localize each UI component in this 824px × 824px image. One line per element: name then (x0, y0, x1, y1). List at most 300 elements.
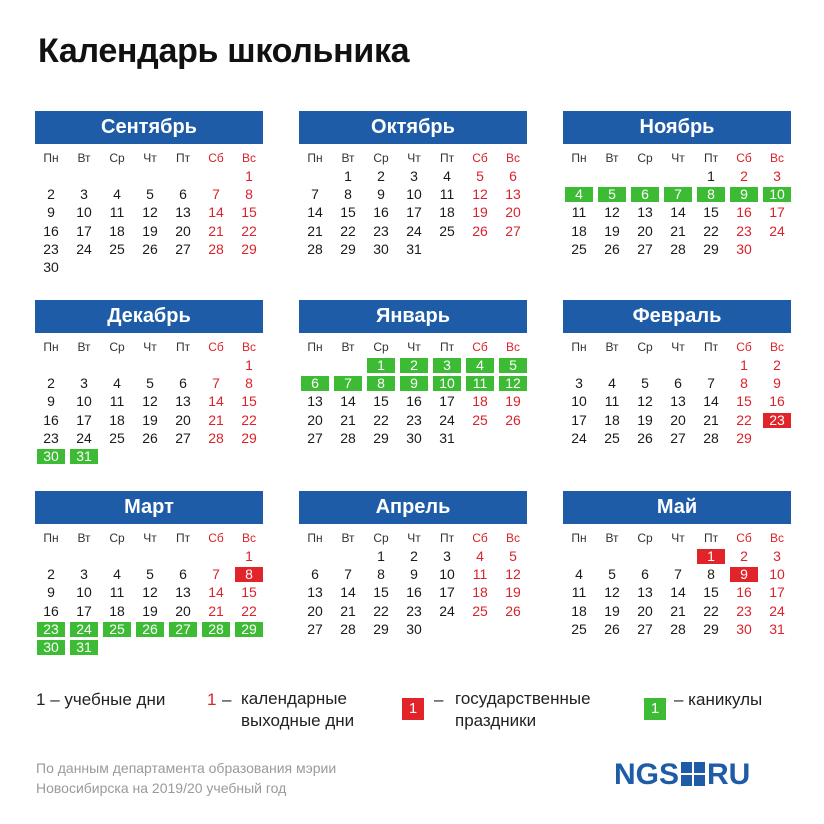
legend-vacation-text: – каникулы (674, 690, 763, 709)
weekday-label: Вт (341, 531, 355, 545)
day-cell: 13 (637, 584, 653, 601)
weekday-label: Пт (703, 531, 719, 545)
legend-vacation-box: 1 (644, 698, 666, 720)
day-cell: 8 (697, 187, 725, 202)
day-cell: 5 (608, 566, 616, 583)
day-cell: 15 (703, 204, 719, 221)
day-cell: 21 (208, 602, 224, 619)
day-cell: 16 (736, 584, 752, 601)
day-cell: 12 (142, 204, 158, 221)
day-cell: 11 (571, 204, 587, 221)
day-cell: 30 (37, 449, 65, 464)
day-cell: 4 (608, 375, 616, 392)
day-cell: 8 (245, 375, 253, 392)
day-cell: 10 (76, 584, 92, 601)
day-cell: 19 (604, 602, 620, 619)
weekday-label: Пн (307, 531, 323, 545)
day-cell: 9 (47, 393, 55, 410)
weekday-label: Вс (505, 151, 520, 165)
day-cell: 27 (175, 240, 191, 257)
weekday-label: Пн (43, 531, 59, 545)
day-cell: 26 (136, 622, 164, 637)
day-cell: 1 (344, 168, 352, 184)
day-cell: 21 (208, 411, 224, 428)
day-cell: 23 (406, 602, 422, 619)
legend-weekend-line2: выходные дни (241, 711, 355, 730)
day-cell: 29 (241, 240, 257, 257)
day-cell: 19 (142, 602, 158, 619)
day-cell: 24 (571, 429, 587, 446)
day-cell: 16 (43, 411, 59, 428)
day-cell: 21 (670, 222, 686, 239)
footnote-line2: Новосибирска на 2019/20 учебный год (36, 780, 287, 796)
day-cell: 4 (565, 187, 593, 202)
day-cell: 6 (509, 168, 517, 184)
weekday-label: Сб (736, 151, 752, 165)
legend-school-num: 1 (36, 690, 46, 709)
day-cell: 20 (175, 602, 191, 619)
day-cell: 10 (571, 393, 587, 410)
day-cell: 26 (604, 620, 620, 637)
day-cell: 15 (241, 393, 257, 410)
weekday-label: Чт (671, 340, 685, 354)
weekday-label: Вс (241, 531, 256, 545)
month-header: Апрель (299, 491, 527, 524)
weekday-label: Сб (208, 151, 224, 165)
day-cell: 18 (472, 393, 488, 410)
page-title: Календарь школьника (38, 32, 410, 70)
day-cell: 15 (703, 584, 719, 601)
day-cell: 23 (37, 622, 65, 637)
month-7 (35, 491, 263, 655)
day-cell: 23 (373, 222, 389, 239)
source-footnote (36, 758, 336, 798)
day-cell: 25 (439, 222, 455, 239)
day-cell: 18 (472, 584, 488, 601)
day-cell: 16 (43, 602, 59, 619)
day-cell: 19 (142, 411, 158, 428)
day-cell: 18 (571, 602, 587, 619)
day-cell: 17 (439, 393, 455, 410)
day-cell: 25 (472, 411, 488, 428)
day-cell: 6 (179, 566, 187, 583)
day-cell: 20 (175, 222, 191, 239)
ngs-logo (614, 758, 750, 792)
legend-holiday-line1: государственные (455, 689, 591, 708)
day-cell: 16 (736, 204, 752, 221)
day-cell: 18 (109, 411, 125, 428)
day-cell: 2 (773, 357, 781, 373)
weekday-label: Вт (77, 151, 91, 165)
day-cell: 8 (707, 566, 715, 583)
day-cell: 27 (307, 620, 323, 637)
weekday-row (35, 151, 263, 169)
day-cell: 6 (179, 375, 187, 392)
day-cell: 30 (37, 640, 65, 655)
day-cell: 4 (476, 548, 484, 564)
day-cell: 12 (604, 584, 620, 601)
day-cell: 21 (208, 222, 224, 239)
weekday-label: Пн (307, 151, 323, 165)
day-cell: 16 (406, 393, 422, 410)
weekday-label: Чт (407, 340, 421, 354)
weekday-label: Пт (439, 340, 455, 354)
logo-text-right: RU (707, 758, 751, 791)
day-cell: 31 (70, 449, 98, 464)
day-cell: 8 (344, 186, 352, 203)
legend-holiday-dash: – (434, 690, 444, 709)
day-cell: 5 (146, 375, 154, 392)
day-cell: 9 (377, 186, 385, 203)
day-cell: 21 (340, 602, 356, 619)
weekday-label: Пн (43, 340, 59, 354)
day-cell: 4 (113, 566, 121, 583)
day-cell: 30 (43, 259, 59, 275)
day-cell: 17 (769, 584, 785, 601)
day-cell: 27 (637, 620, 653, 637)
day-cell: 21 (703, 411, 719, 428)
day-cell: 24 (439, 411, 455, 428)
day-cell: 30 (736, 240, 752, 257)
weekday-row (35, 340, 263, 358)
day-cell: 27 (637, 240, 653, 257)
day-cell: 6 (301, 376, 329, 391)
day-cell: 7 (212, 566, 220, 583)
weekday-label: Пт (703, 151, 719, 165)
day-cell: 24 (70, 622, 98, 637)
day-cell: 23 (43, 429, 59, 446)
day-cell: 4 (575, 566, 583, 583)
day-cell: 24 (769, 222, 785, 239)
day-cell: 6 (179, 186, 187, 203)
day-cell: 23 (736, 602, 752, 619)
day-cell: 25 (109, 429, 125, 446)
day-cell: 19 (604, 222, 620, 239)
day-cell: 7 (707, 375, 715, 392)
day-cell: 20 (307, 411, 323, 428)
day-cell: 11 (439, 186, 455, 203)
weekday-label: Вт (341, 340, 355, 354)
day-cell: 3 (773, 168, 781, 184)
day-cell: 20 (637, 222, 653, 239)
day-cell: 17 (769, 204, 785, 221)
weekday-label: Пт (703, 340, 719, 354)
day-cell: 20 (670, 411, 686, 428)
day-cell: 8 (235, 567, 263, 582)
day-cell: 13 (637, 204, 653, 221)
day-cell: 29 (703, 620, 719, 637)
day-cell: 2 (47, 375, 55, 392)
day-cell: 2 (410, 548, 418, 564)
day-cell: 14 (670, 204, 686, 221)
weekday-label: Ср (637, 340, 653, 354)
day-cell: 5 (641, 375, 649, 392)
legend-weekend-line1: календарные (241, 689, 347, 708)
day-cell: 6 (641, 566, 649, 583)
month-header: Январь (299, 300, 527, 333)
day-cell: 9 (773, 375, 781, 392)
day-cell: 31 (769, 620, 785, 637)
day-cell: 2 (47, 566, 55, 583)
weekday-label: Пт (439, 151, 455, 165)
weekday-label: Пт (175, 531, 191, 545)
day-cell: 26 (604, 240, 620, 257)
day-cell: 13 (175, 393, 191, 410)
weekday-label: Чт (407, 151, 421, 165)
day-cell: 15 (241, 204, 257, 221)
weekday-row (299, 531, 527, 549)
weekday-label: Вт (605, 151, 619, 165)
day-cell: 13 (670, 393, 686, 410)
month-header: Март (35, 491, 263, 524)
day-cell: 12 (142, 584, 158, 601)
day-cell: 25 (571, 240, 587, 257)
day-cell: 27 (169, 622, 197, 637)
day-cell: 18 (109, 602, 125, 619)
day-cell: 15 (373, 584, 389, 601)
weekday-label: Чт (143, 340, 157, 354)
day-cell: 5 (598, 187, 626, 202)
day-cell: 13 (307, 584, 323, 601)
day-cell: 29 (373, 620, 389, 637)
weekday-label: Ср (373, 531, 389, 545)
weekday-label: Вт (605, 340, 619, 354)
weekday-row (299, 340, 527, 358)
day-cell: 26 (505, 602, 521, 619)
day-cell: 2 (740, 168, 748, 184)
weekday-label: Сб (208, 340, 224, 354)
weekday-label: Сб (736, 340, 752, 354)
day-cell: 12 (637, 393, 653, 410)
legend-weekend-num: 1 (207, 690, 217, 709)
day-cell: 3 (80, 375, 88, 392)
weekday-label: Вт (341, 151, 355, 165)
day-cell: 19 (637, 411, 653, 428)
day-cell: 15 (241, 584, 257, 601)
month-4 (35, 300, 263, 464)
day-cell: 26 (142, 240, 158, 257)
day-cell: 25 (571, 620, 587, 637)
logo-text-left: NGS (614, 758, 680, 791)
month-8 (299, 491, 527, 637)
day-cell: 24 (76, 240, 92, 257)
day-cell: 28 (208, 240, 224, 257)
day-cell: 3 (410, 168, 418, 184)
day-cell: 16 (406, 584, 422, 601)
day-cell: 28 (340, 429, 356, 446)
day-cell: 14 (340, 393, 356, 410)
weekday-row (299, 151, 527, 169)
weekday-label: Сб (472, 151, 488, 165)
day-cell: 15 (373, 393, 389, 410)
day-cell: 4 (113, 375, 121, 392)
day-cell: 5 (476, 168, 484, 184)
day-cell: 28 (307, 240, 323, 257)
day-cell: 14 (670, 584, 686, 601)
day-cell: 30 (373, 240, 389, 257)
weekday-label: Ср (109, 340, 125, 354)
month-header: Сентябрь (35, 111, 263, 144)
weekday-label: Вс (505, 340, 520, 354)
day-cell: 14 (307, 204, 323, 221)
day-cell: 5 (146, 566, 154, 583)
day-cell: 26 (505, 411, 521, 428)
day-cell: 27 (505, 222, 521, 239)
day-cell: 27 (670, 429, 686, 446)
day-cell: 18 (571, 222, 587, 239)
day-cell: 6 (631, 187, 659, 202)
weekday-label: Вт (605, 531, 619, 545)
month-9 (563, 491, 791, 637)
day-cell: 7 (344, 566, 352, 583)
day-cell: 3 (80, 186, 88, 203)
day-cell: 31 (70, 640, 98, 655)
day-cell: 24 (769, 602, 785, 619)
day-cell: 22 (703, 602, 719, 619)
weekday-label: Вс (769, 340, 784, 354)
day-cell: 27 (175, 429, 191, 446)
month-2 (299, 111, 527, 257)
day-cell: 19 (505, 393, 521, 410)
day-cell: 7 (674, 566, 682, 583)
weekday-label: Вс (241, 340, 256, 354)
day-cell: 28 (202, 622, 230, 637)
day-cell: 17 (76, 222, 92, 239)
day-cell: 11 (109, 584, 125, 601)
day-cell: 10 (439, 566, 455, 583)
day-cell: 29 (235, 622, 263, 637)
day-cell: 5 (499, 358, 527, 373)
day-cell: 3 (443, 548, 451, 564)
day-cell: 9 (730, 187, 758, 202)
day-cell: 9 (410, 566, 418, 583)
legend-weekend-text (241, 688, 354, 732)
weekday-row (563, 531, 791, 549)
day-cell: 7 (212, 186, 220, 203)
day-cell: 7 (664, 187, 692, 202)
weekday-label: Пт (175, 340, 191, 354)
legend-holiday-line2: праздники (455, 711, 537, 730)
weekday-label: Чт (143, 531, 157, 545)
weekday-label: Вс (769, 151, 784, 165)
weekday-row (563, 340, 791, 358)
month-header: Октябрь (299, 111, 527, 144)
day-cell: 10 (406, 186, 422, 203)
day-cell: 28 (703, 429, 719, 446)
day-cell: 16 (373, 204, 389, 221)
day-cell: 21 (670, 602, 686, 619)
day-cell: 8 (740, 375, 748, 392)
day-cell: 8 (377, 566, 385, 583)
weekday-label: Чт (143, 151, 157, 165)
day-cell: 4 (466, 358, 494, 373)
day-cell: 20 (637, 602, 653, 619)
day-cell: 26 (637, 429, 653, 446)
weekday-label: Вс (241, 151, 256, 165)
day-cell: 17 (76, 411, 92, 428)
day-cell: 22 (736, 411, 752, 428)
weekday-label: Ср (637, 151, 653, 165)
month-6 (563, 300, 791, 446)
day-cell: 27 (307, 429, 323, 446)
day-cell: 1 (697, 549, 725, 564)
day-cell: 8 (367, 376, 395, 391)
day-cell: 11 (466, 376, 494, 391)
day-cell: 6 (311, 566, 319, 583)
weekday-label: Ср (109, 151, 125, 165)
day-cell: 7 (212, 375, 220, 392)
day-cell: 1 (707, 168, 715, 184)
month-1 (35, 111, 263, 275)
day-cell: 14 (208, 393, 224, 410)
day-cell: 17 (76, 602, 92, 619)
footnote-line1: По данным департамента образования мэрии (36, 760, 337, 776)
day-cell: 30 (406, 429, 422, 446)
day-cell: 29 (241, 429, 257, 446)
weekday-label: Пн (571, 531, 587, 545)
day-cell: 14 (340, 584, 356, 601)
day-cell: 28 (208, 429, 224, 446)
day-cell: 3 (773, 548, 781, 564)
day-cell: 13 (505, 186, 521, 203)
day-cell: 22 (373, 602, 389, 619)
day-cell: 3 (433, 358, 461, 373)
day-cell: 19 (472, 204, 488, 221)
day-cell: 13 (307, 393, 323, 410)
day-cell: 13 (175, 204, 191, 221)
day-cell: 1 (740, 357, 748, 373)
day-cell: 31 (439, 429, 455, 446)
day-cell: 1 (245, 548, 253, 564)
day-cell: 24 (439, 602, 455, 619)
day-cell: 22 (241, 602, 257, 619)
day-cell: 12 (499, 376, 527, 391)
day-cell: 23 (763, 413, 791, 428)
day-cell: 12 (472, 186, 488, 203)
day-cell: 10 (433, 376, 461, 391)
weekday-label: Пн (571, 151, 587, 165)
day-cell: 28 (670, 620, 686, 637)
day-cell: 4 (443, 168, 451, 184)
day-cell: 16 (43, 222, 59, 239)
day-cell: 7 (334, 376, 362, 391)
day-cell: 28 (340, 620, 356, 637)
weekday-label: Чт (671, 531, 685, 545)
weekday-label: Ср (373, 340, 389, 354)
day-cell: 5 (146, 186, 154, 203)
day-cell: 30 (406, 620, 422, 637)
day-cell: 22 (340, 222, 356, 239)
legend-holiday-text (455, 688, 591, 732)
day-cell: 20 (505, 204, 521, 221)
weekday-row (35, 531, 263, 549)
day-cell: 14 (208, 204, 224, 221)
weekday-label: Вс (769, 531, 784, 545)
day-cell: 30 (736, 620, 752, 637)
weekday-label: Чт (671, 151, 685, 165)
day-cell: 9 (730, 567, 758, 582)
day-cell: 1 (245, 357, 253, 373)
day-cell: 25 (103, 622, 131, 637)
day-cell: 10 (76, 393, 92, 410)
day-cell: 10 (763, 187, 791, 202)
month-header: Май (563, 491, 791, 524)
day-cell: 31 (406, 240, 422, 257)
weekday-label: Ср (637, 531, 653, 545)
day-cell: 22 (373, 411, 389, 428)
day-cell: 24 (76, 429, 92, 446)
day-cell: 17 (406, 204, 422, 221)
